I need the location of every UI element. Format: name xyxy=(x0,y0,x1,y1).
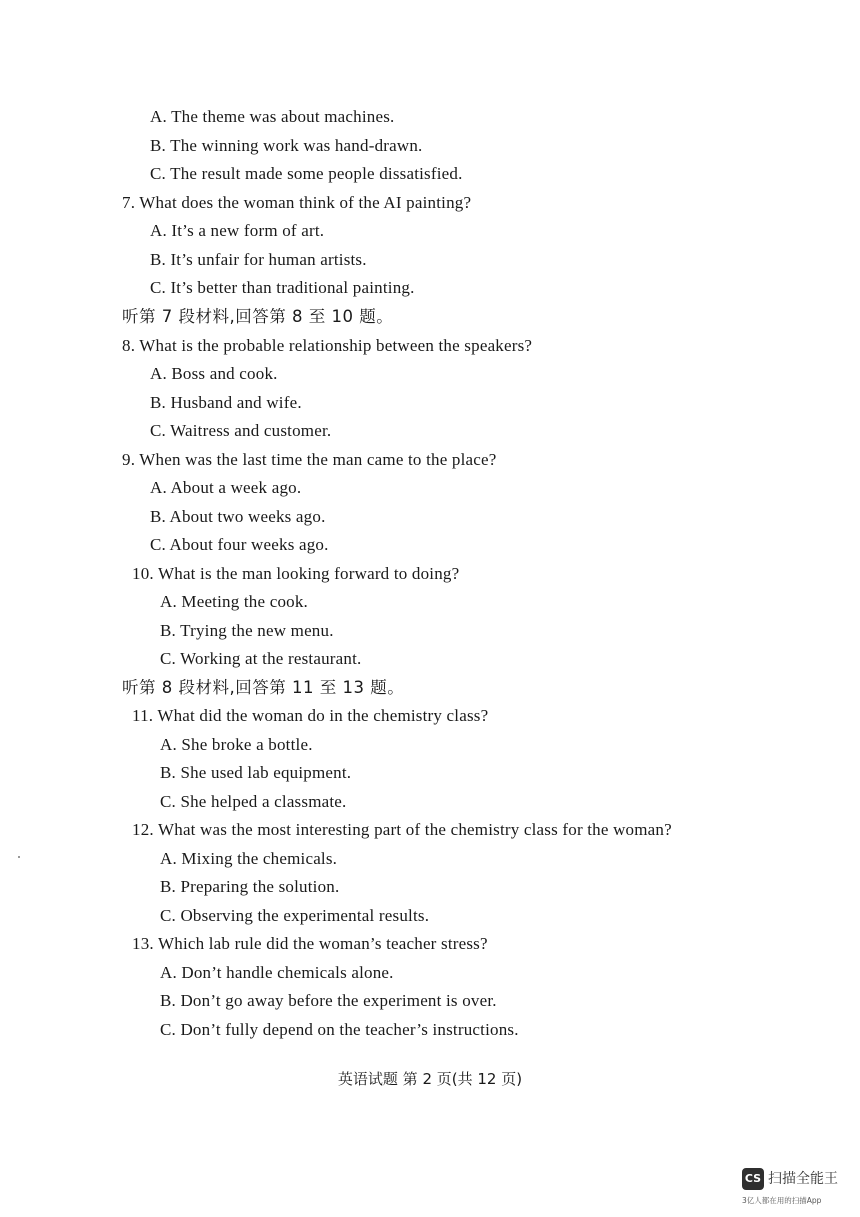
q9-option-c: C. About four weeks ago. xyxy=(150,535,329,554)
camscanner-logo-icon: CS xyxy=(742,1168,764,1190)
q12-option-c: C. Observing the experimental results. xyxy=(160,906,430,925)
q11-option-c: C. She helped a classmate. xyxy=(160,792,347,811)
q6-option-c: C. The result made some people dissatisfied. xyxy=(150,164,463,183)
q7-stem: 7. What does the woman think of the AI painting? xyxy=(122,193,472,212)
q8-option-c: C. Waitress and customer. xyxy=(150,421,332,440)
q9-option-b: B. About two weeks ago. xyxy=(150,507,326,526)
q8-option-a: A. Boss and cook. xyxy=(150,364,278,383)
q6-option-a: A. The theme was about machines. xyxy=(150,107,395,126)
watermark-tagline: 3亿人都在用的扫描App xyxy=(742,1196,822,1205)
q13-option-b: B. Don’t go away before the experiment is over. xyxy=(160,991,497,1010)
q10-option-c: C. Working at the restaurant. xyxy=(160,649,362,668)
watermark-app-name: 扫描全能王 xyxy=(768,1171,838,1187)
q12-option-b: B. Preparing the solution. xyxy=(160,877,340,896)
q10-stem: 10. What is the man looking forward to doing? xyxy=(132,564,460,583)
q10-option-a: A. Meeting the cook. xyxy=(160,592,308,611)
q13-option-a: A. Don’t handle chemicals alone. xyxy=(160,963,394,982)
section-heading-8: 听第 8 段材料,回答第 11 至 13 题。 xyxy=(122,678,405,697)
q10-option-b: B. Trying the new menu. xyxy=(160,621,334,640)
q8-stem: 8. What is the probable relationship between the speakers? xyxy=(122,336,533,355)
q12-option-a: A. Mixing the chemicals. xyxy=(160,849,338,868)
q13-option-c: C. Don’t fully depend on the teacher’s instructions. xyxy=(160,1020,519,1039)
q7-option-b: B. It’s unfair for human artists. xyxy=(150,250,367,269)
q7-option-a: A. It’s a new form of art. xyxy=(150,221,325,240)
q6-option-b: B. The winning work was hand-drawn. xyxy=(150,136,423,155)
page-footer: 英语试题 第 2 页(共 12 页) xyxy=(337,1070,523,1088)
q9-option-a: A. About a week ago. xyxy=(150,478,302,497)
q11-stem: 11. What did the woman do in the chemistry class? xyxy=(132,706,489,725)
section-heading-7: 听第 7 段材料,回答第 8 至 10 题。 xyxy=(122,307,394,326)
q13-stem: 13. Which lab rule did the woman’s teacher stress? xyxy=(132,934,488,953)
q9-stem: 9. When was the last time the man came to the place? xyxy=(122,450,497,469)
q11-option-a: A. She broke a bottle. xyxy=(160,735,313,754)
scanner-watermark xyxy=(742,1166,854,1208)
q8-option-b: B. Husband and wife. xyxy=(150,393,302,412)
scan-speck xyxy=(18,856,20,858)
q11-option-b: B. She used lab equipment. xyxy=(160,763,352,782)
q7-option-c: C. It’s better than traditional painting. xyxy=(150,278,415,297)
q12-stem: 12. What was the most interesting part of the chemistry class for the woman? xyxy=(132,820,672,839)
